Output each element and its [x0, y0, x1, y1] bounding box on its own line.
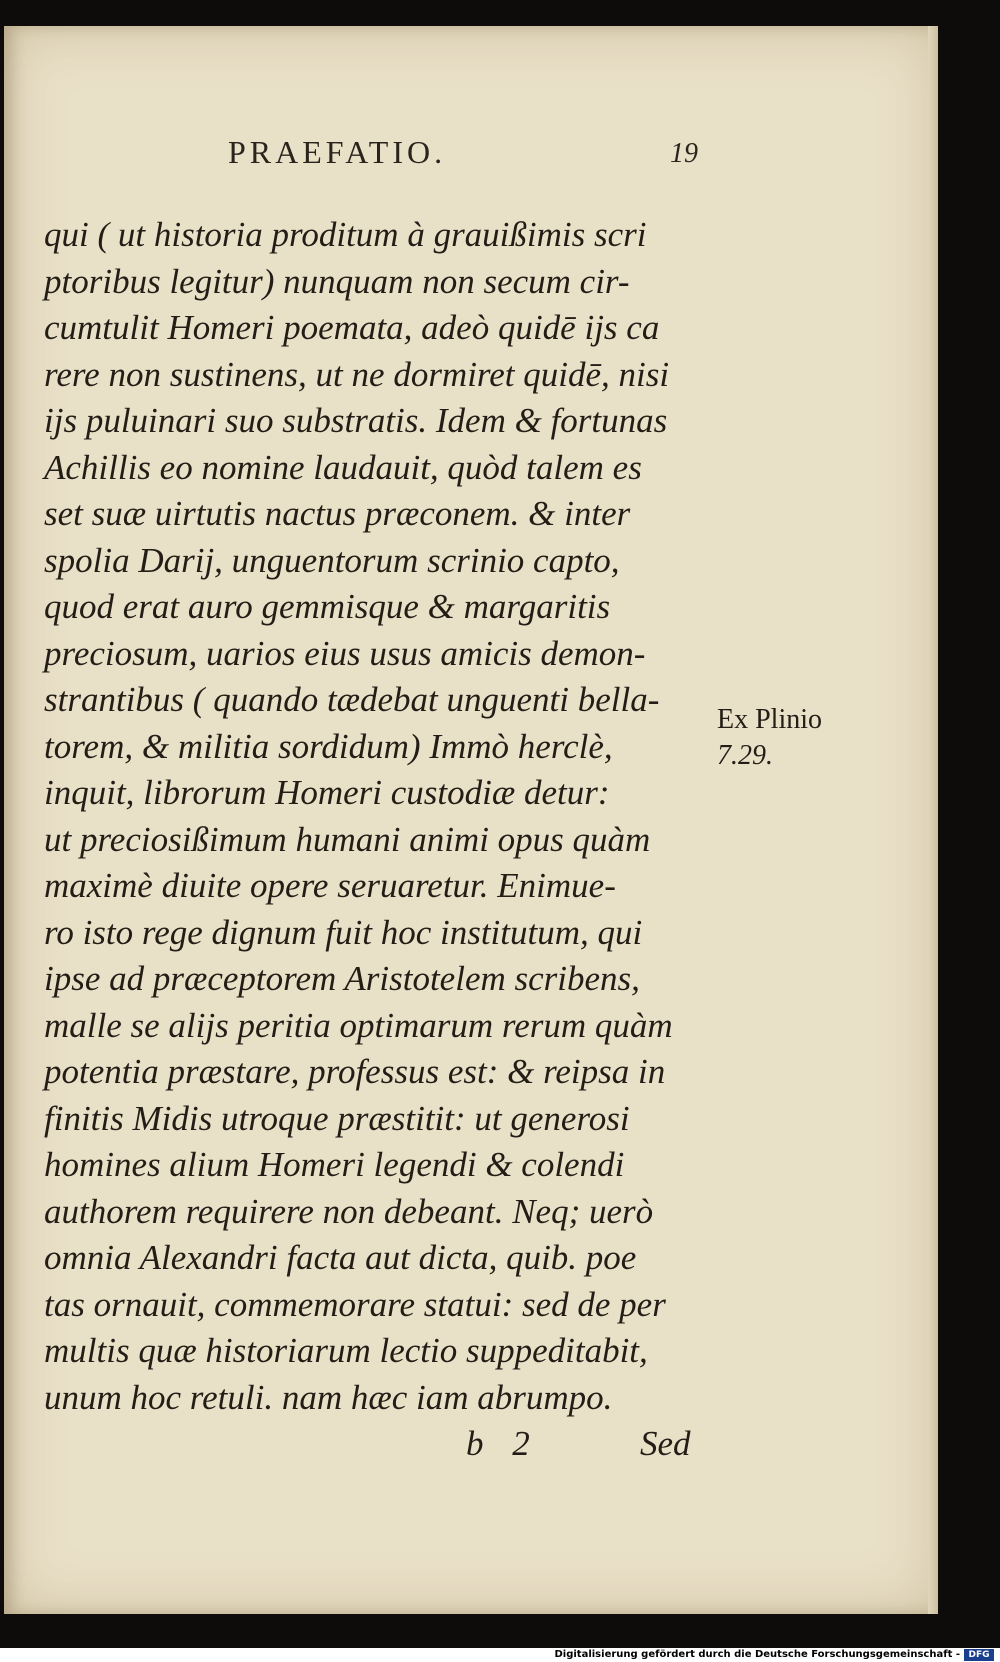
page-number: 19	[670, 138, 698, 169]
text-line: ut preciosißimum humani animi opus quàm	[44, 819, 651, 859]
text-line: homines alium Homeri legendi & colendi	[44, 1145, 625, 1184]
text-line: maximè diuite opere seruaretur. Enimue-	[44, 866, 616, 905]
text-line: ro isto rege dignum fuit hoc institutum, qui	[44, 912, 643, 952]
text-line: rere non sustinens, ut ne dormiret quidē, nisi	[44, 354, 670, 394]
text-line: spolia Darij, unguentorum scrinio capto,	[44, 540, 620, 580]
text-line: preciosum, uarios eius usus amicis demon-	[44, 633, 646, 673]
running-head: PRAEFATIO.	[228, 134, 447, 170]
text-line: torem, & militia sordidum) Immò herclè,	[44, 726, 613, 766]
marginal-note-reference: 7.29.	[717, 740, 773, 771]
marginal-note	[717, 702, 822, 774]
book-page	[4, 26, 938, 1614]
text-line: ptoribus legitur) nunquam non secum cir-	[44, 261, 630, 301]
text-line: multis quæ historiarum lectio suppeditabit,	[44, 1331, 648, 1370]
body-text	[44, 212, 724, 1421]
text-line: ijs puluinari suo substratis. Idem & fortunas	[44, 401, 668, 440]
funding-credit: Digitalisierung gefördert durch die Deutsche Forschungsgemeinschaft -	[554, 1649, 960, 1660]
text-line: cumtulit Homeri poemata, adeò quidē ijs ca	[44, 308, 660, 347]
text-line: omnia Alexandri facta aut dicta, quib. poe	[44, 1238, 637, 1277]
dfg-logo: DFG	[964, 1649, 994, 1661]
signature-mark: b 2	[466, 1424, 540, 1463]
text-line: ipse ad præceptorem Aristotelem scribens,	[44, 959, 640, 998]
text-line: Achillis eo nomine laudauit, quòd talem es	[44, 447, 642, 487]
text-line: inquit, librorum Homeri custodiæ detur:	[44, 773, 610, 812]
text-line: tas ornauit, commemorare statui: sed de per	[44, 1284, 666, 1324]
text-line: potentia præstare, professus est: & reipsa in	[44, 1052, 666, 1091]
catchword: Sed	[640, 1424, 691, 1463]
text-line: qui ( ut historia proditum à grauißimis scri	[44, 215, 647, 254]
page-edge	[928, 26, 938, 1614]
marginal-note-source: Ex Plinio	[717, 704, 823, 735]
text-line: unum hoc retuli. nam hæc iam abrumpo.	[44, 1377, 613, 1417]
text-line: finitis Midis utroque præstitit: ut generosi	[44, 1098, 630, 1138]
text-line: malle se alijs peritia optimarum rerum quàm	[44, 1005, 673, 1045]
text-line: strantibus ( quando tædebat unguenti bella-	[44, 680, 660, 719]
footer-bar	[0, 1648, 1000, 1662]
text-line: quod erat auro gemmisque & margaritis	[44, 587, 611, 626]
text-line: set suæ uirtutis nactus præconem. & inter	[44, 494, 631, 533]
text-line: authorem requirere non debeant. Neq; uerò	[44, 1191, 654, 1231]
